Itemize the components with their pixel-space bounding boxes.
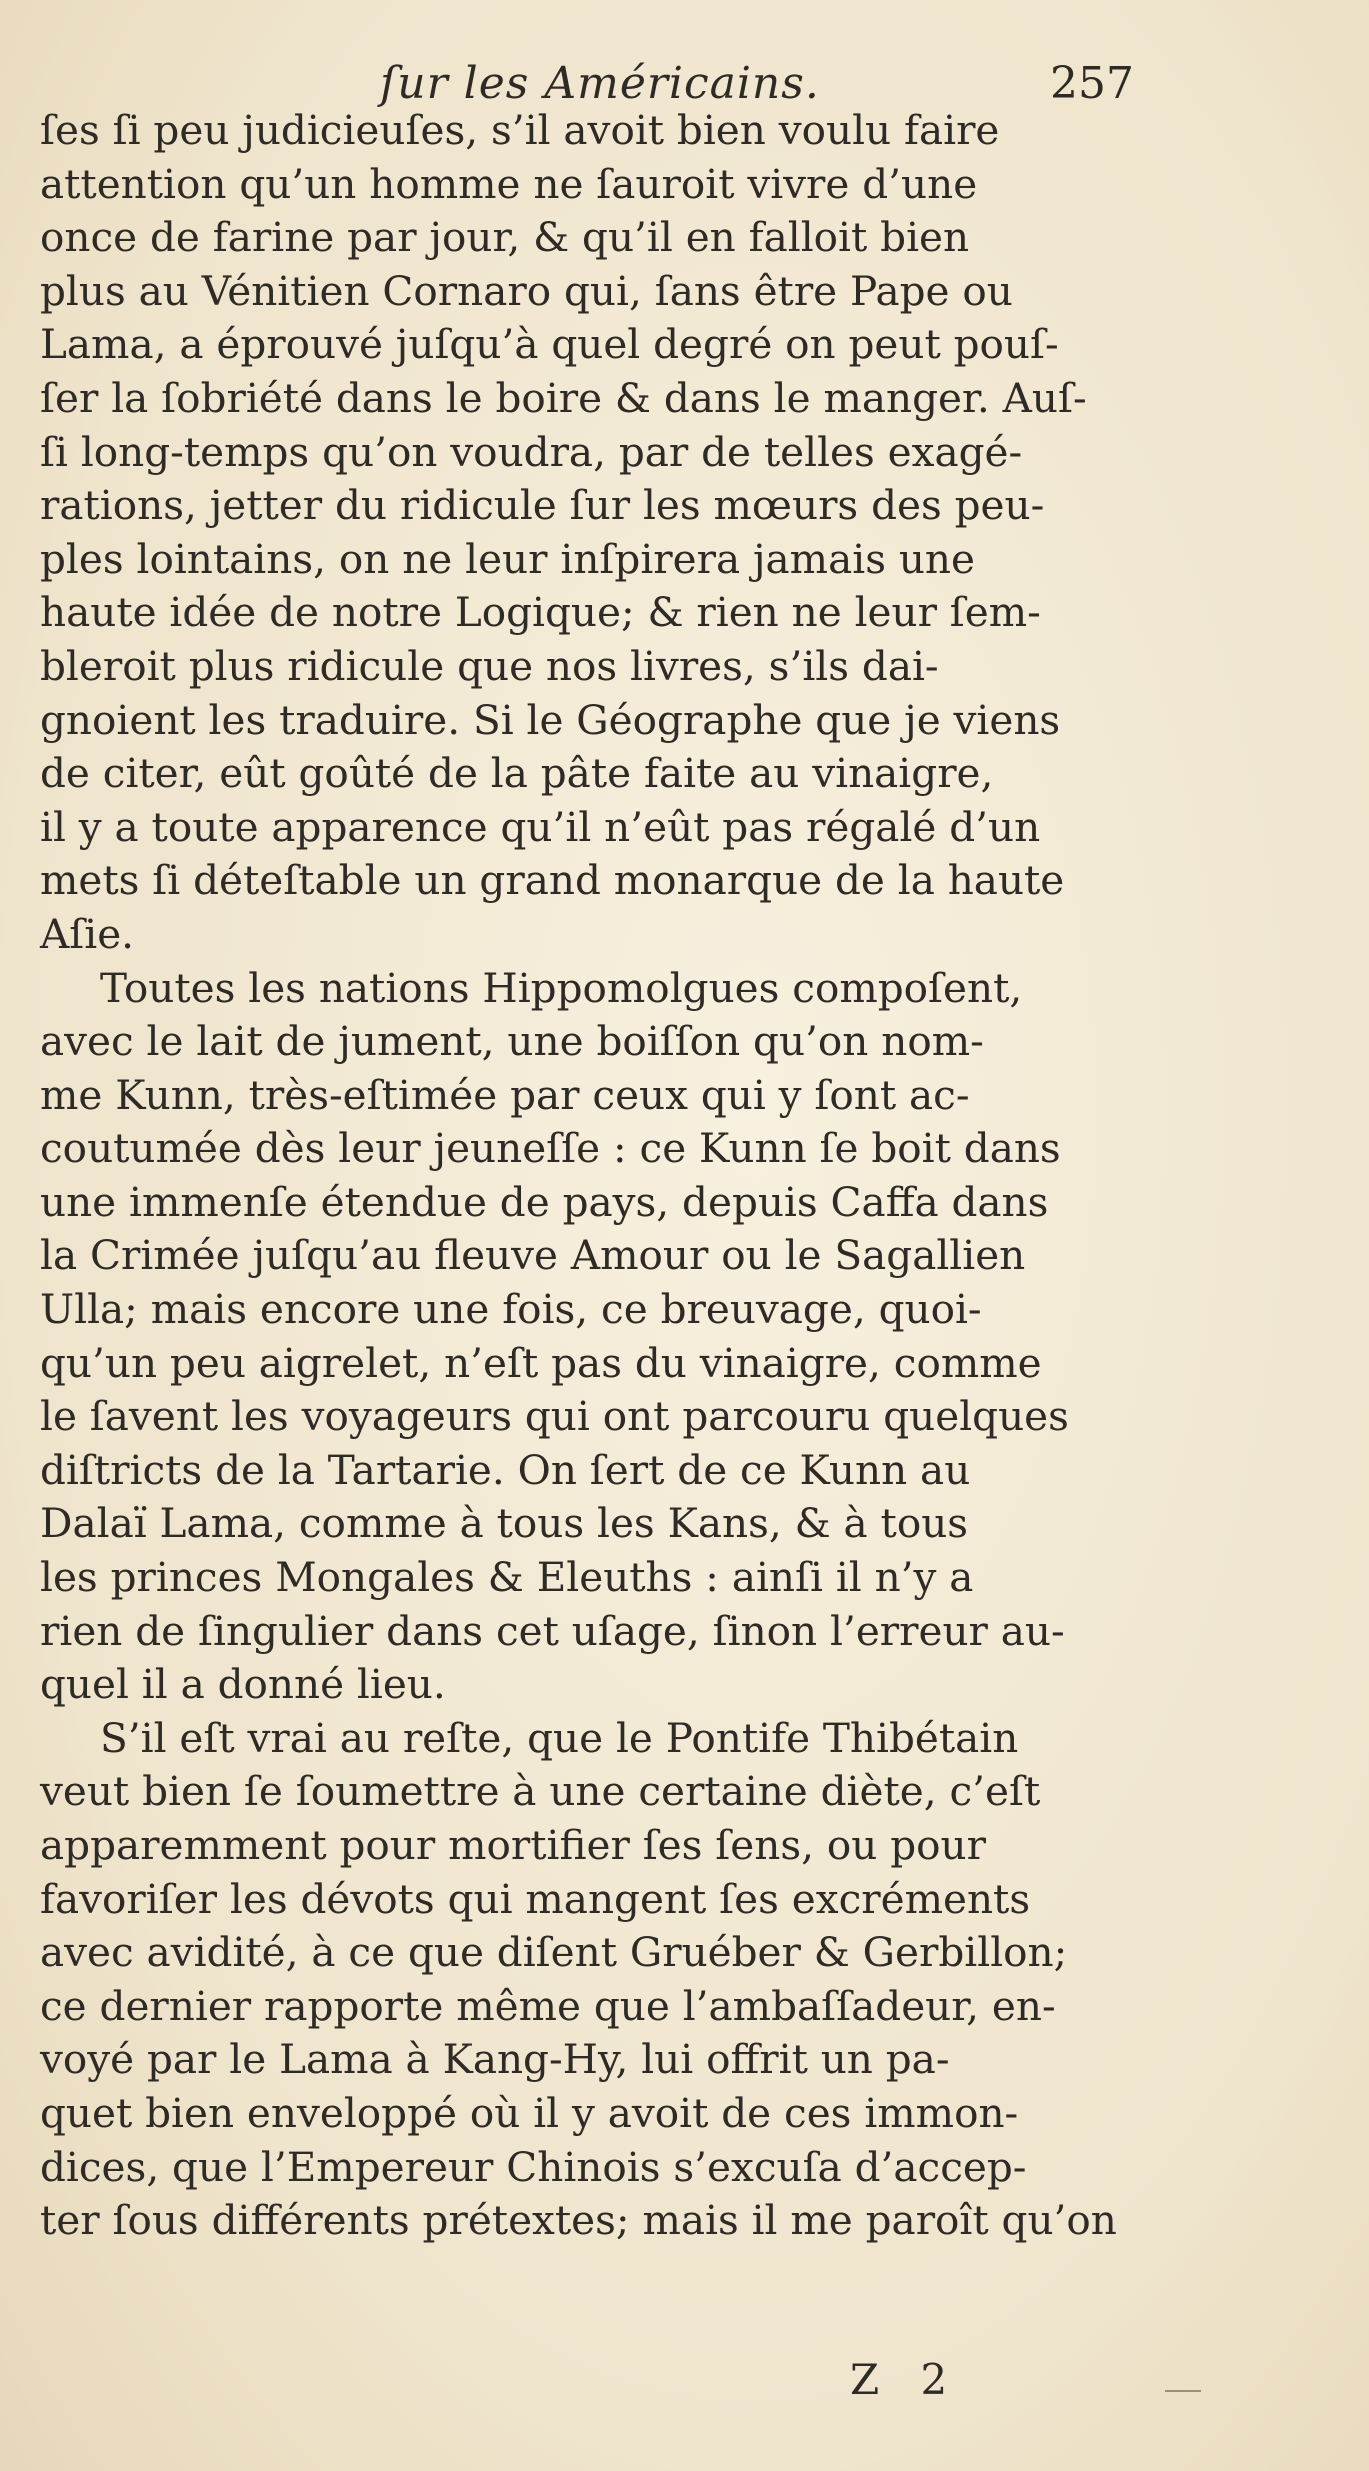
text-line: ce dernier rapporte même que l’ambaſſadeur, en- [40,1981,1056,2030]
text-line: Aſie. [40,909,135,958]
body-text [40,104,1130,2248]
page-number: 257 [1050,58,1134,109]
text-line: de citer, eût goûté de la pâte faite au vinaigre, [40,749,994,798]
text-line: ſi long-temps qu’on voudra, par de telles exagé- [40,427,1023,476]
signature-mark: Z 2 [850,2355,962,2404]
text-line: Toutes les nations Hippomolgues compoſent, [100,963,1023,1012]
text-line: ſes ſi peu judicieuſes, s’il avoit bien voulu faire [40,106,1000,154]
text-line: ter ſous différents prétextes; mais il me paroît qu’on [40,2196,1117,2245]
text-line: attention qu’un homme ne ſauroit vivre d’une [40,159,978,208]
text-line: mets ſi déteſtable un grand monarque de la haute [40,856,1065,905]
text-line: Dalaï Lama, comme à tous les Kans, & à tous [40,1499,969,1548]
text-line: Ulla; mais encore une fois, ce breuvage, quoi- [40,1285,982,1334]
text-line: haute idée de notre Logique; & rien ne leur ſem- [40,588,1041,637]
margin-rule [1165,2390,1201,2392]
text-line: plus au Vénitien Cornaro qui, ſans être Pape ou [40,266,1013,315]
text-line: avec le lait de jument, une boiſſon qu’on nom- [40,1017,984,1066]
text-line: diſtricts de la Tartarie. On ſert de ce Kunn au [40,1445,971,1494]
text-line: voyé par le Lama à Kang-Hy, lui offrit un pa- [40,2035,950,2084]
text-line: S’il eſt vrai au reſte, que le Pontife Thibétain [100,1713,1019,1762]
text-line: une immenſe étendue de pays, depuis Caffa dans [40,1177,1049,1226]
text-line: qu’un peu aigrelet, n’eſt pas du vinaigre, comme [40,1338,1042,1387]
text-line: rien de ſingulier dans cet uſage, ſinon l’erreur au- [40,1606,1065,1655]
text-line: quel il a donné lieu. [40,1660,446,1709]
text-line: favoriſer les dévots qui mangent ſes excréments [40,1874,1031,1923]
text-line: coutumée dès leur jeuneſſe : ce Kunn ſe boit dans [40,1124,1061,1173]
text-line: il y a toute apparence qu’il n’eût pas régalé d’un [40,802,1041,851]
text-line: ſer la ſobriété dans le boire & dans le manger. Auſ- [40,373,1087,422]
text-line: ples lointains, on ne leur inſpirera jamais une [40,534,975,583]
text-line: le ſavent les voyageurs qui ont parcouru quelques [40,1392,1069,1441]
text-line: les princes Mongales & Eleuths : ainſi il n’y a [40,1553,974,1602]
text-line: apparemment pour mortifier ſes ſens, ou pour [40,1821,986,1869]
text-line: once de farine par jour, & qu’il en falloit bien [40,213,970,262]
text-line: avec avidité, à ce que diſent Gruéber & Gerbillon; [40,1928,1068,1977]
text-line: veut bien ſe ſoumettre à une certaine diète, c’eſt [40,1767,1041,1816]
text-line: bleroit plus ridicule que nos livres, s’ils dai- [40,641,939,690]
text-line: dices, que l’Empereur Chinois s’excuſa d’accep- [40,2142,1027,2191]
text-line: la Crimée juſqu’au fleuve Amour ou le Sagallien [40,1231,1026,1280]
text-line: gnoient les traduire. Si le Géographe que je viens [40,695,1061,744]
running-head: ſur les Américains. [380,58,820,109]
text-line: quet bien enveloppé où il y avoit de ces immon- [40,2088,1019,2137]
text-line: Lama, a éprouvé juſqu’à quel degré on peut pouſ- [40,320,1059,369]
text-line: me Kunn, très-eſtimée par ceux qui y ſont ac- [40,1070,970,1119]
text-line: rations, jetter du ridicule ſur les mœurs des peu- [40,481,1045,530]
